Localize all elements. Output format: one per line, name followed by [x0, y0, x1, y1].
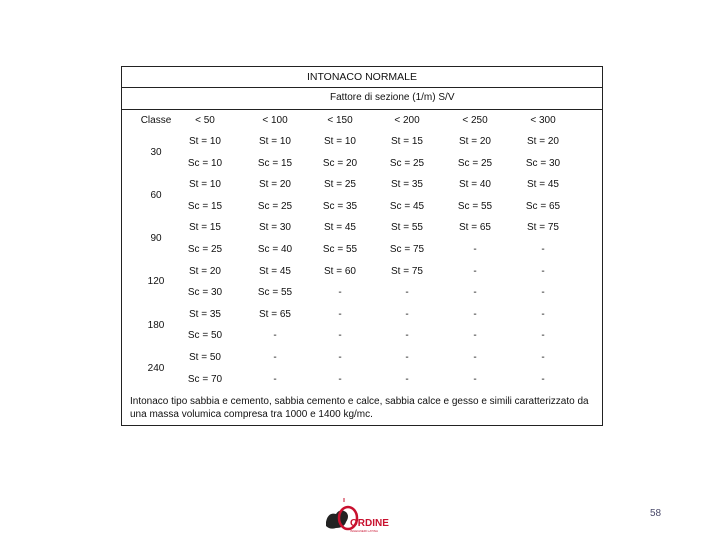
- intonaco-table: [121, 66, 603, 426]
- st-value-cell: St = 35: [391, 179, 423, 191]
- sc-value-cell: Sc = 25: [457, 157, 493, 169]
- sc-value-cell: -: [338, 373, 342, 385]
- sc-value-cell: -: [273, 373, 277, 385]
- sc-value-cell: Sc = 75: [389, 244, 425, 255]
- classe-value: 180: [147, 319, 165, 331]
- column-header: < 200: [394, 115, 420, 126]
- sc-value-cell: -: [473, 244, 477, 255]
- sc-value-cell: Sc = 15: [257, 157, 293, 169]
- sc-value-cell: -: [473, 287, 477, 299]
- st-value-cell: -: [473, 308, 477, 320]
- sc-value-cell: Sc = 20: [322, 157, 358, 169]
- st-value-cell: St = 40: [459, 179, 491, 191]
- table-subtitle: Fattore di sezione (1/m) S/V: [330, 92, 455, 103]
- page-number: 58: [650, 508, 662, 519]
- sc-value-cell: -: [273, 330, 277, 342]
- st-value-cell: St = 75: [391, 265, 423, 277]
- sc-value-cell: Sc = 15: [187, 200, 223, 212]
- sc-value-cell: -: [541, 287, 545, 299]
- st-value-cell: -: [541, 308, 545, 320]
- st-value-cell: St = 20: [527, 136, 559, 147]
- column-header: < 150: [327, 115, 353, 126]
- st-value-cell: St = 75: [527, 222, 559, 234]
- st-value-cell: -: [338, 308, 342, 320]
- st-value-cell: St = 45: [259, 265, 291, 277]
- column-header: < 250: [462, 115, 488, 126]
- sc-value-cell: Sc = 70: [187, 373, 223, 385]
- sc-value-cell: Sc = 55: [322, 244, 358, 255]
- table-note: Intonaco tipo sabbia e cemento, sabbia cemento e calce, sabbia calce e gesso e simili caratterizzato da una massa volumica compresa tra 1000 e 1400 kg/mc.: [130, 396, 589, 420]
- sc-value-cell: -: [473, 373, 477, 385]
- st-value-cell: St = 10: [259, 136, 291, 147]
- sc-value-cell: Sc = 25: [389, 157, 425, 169]
- sc-value-cell: Sc = 25: [257, 200, 293, 212]
- sc-value-cell: Sc = 55: [457, 200, 493, 212]
- st-value-cell: St = 10: [324, 136, 356, 147]
- logo-subtext: INGEGNERI LATINA: [350, 529, 378, 533]
- st-value-cell: St = 10: [189, 179, 221, 191]
- st-value-cell: St = 30: [259, 222, 291, 234]
- sc-value-cell: -: [541, 244, 545, 255]
- st-value-cell: St = 20: [189, 265, 221, 277]
- st-value-cell: -: [405, 352, 409, 363]
- st-value-cell: St = 35: [189, 308, 221, 320]
- sc-value-cell: -: [338, 330, 342, 342]
- st-value-cell: St = 20: [459, 136, 491, 147]
- st-value-cell: -: [338, 352, 342, 363]
- st-value-cell: St = 20: [259, 179, 291, 191]
- sc-value-cell: Sc = 55: [257, 287, 293, 299]
- st-value-cell: St = 65: [459, 222, 491, 234]
- classe-value: 30: [150, 146, 162, 158]
- st-value-cell: -: [473, 265, 477, 277]
- table-subtitle-row: [122, 87, 602, 110]
- column-header: < 100: [262, 115, 288, 126]
- st-value-cell: -: [273, 352, 277, 363]
- st-value-cell: -: [473, 352, 477, 363]
- sc-value-cell: Sc = 40: [257, 244, 293, 255]
- logo-text: ORDINE: [350, 518, 389, 529]
- logo-emblem-icon: [326, 510, 348, 528]
- st-value-cell: St = 10: [189, 136, 221, 147]
- sc-value-cell: Sc = 45: [389, 200, 425, 212]
- st-value-cell: St = 45: [324, 222, 356, 234]
- st-value-cell: -: [405, 308, 409, 320]
- sc-value-cell: -: [405, 330, 409, 342]
- classe-header: Classe: [140, 115, 172, 126]
- st-value-cell: St = 55: [391, 222, 423, 234]
- column-header: < 300: [530, 115, 556, 126]
- sc-value-cell: Sc = 50: [187, 330, 223, 342]
- sc-value-cell: Sc = 10: [187, 157, 223, 169]
- sc-value-cell: Sc = 30: [525, 157, 561, 169]
- sc-value-cell: -: [541, 373, 545, 385]
- ordine-logo: [320, 496, 390, 538]
- st-value-cell: -: [541, 352, 545, 363]
- classe-value: 60: [150, 190, 162, 201]
- st-value-cell: St = 25: [324, 179, 356, 191]
- sc-value-cell: Sc = 35: [322, 200, 358, 212]
- sc-value-cell: -: [338, 287, 342, 299]
- sc-value-cell: Sc = 25: [187, 244, 223, 255]
- column-header: < 50: [195, 115, 215, 126]
- sc-value-cell: -: [473, 330, 477, 342]
- classe-value: 120: [147, 276, 165, 288]
- st-value-cell: St = 15: [391, 136, 423, 147]
- sc-value-cell: Sc = 65: [525, 200, 561, 212]
- st-value-cell: St = 45: [527, 179, 559, 191]
- sc-value-cell: -: [541, 330, 545, 342]
- sc-value-cell: Sc = 30: [187, 287, 223, 299]
- st-value-cell: St = 15: [189, 222, 221, 234]
- classe-value: 90: [150, 233, 162, 245]
- sc-value-cell: -: [405, 373, 409, 385]
- classe-value: 240: [147, 362, 165, 374]
- sc-value-cell: -: [405, 287, 409, 299]
- st-value-cell: St = 65: [259, 308, 291, 320]
- st-value-cell: -: [541, 265, 545, 277]
- st-value-cell: St = 60: [324, 265, 356, 277]
- st-value-cell: St = 50: [189, 352, 221, 363]
- table-title: INTONACO NORMALE: [122, 67, 602, 88]
